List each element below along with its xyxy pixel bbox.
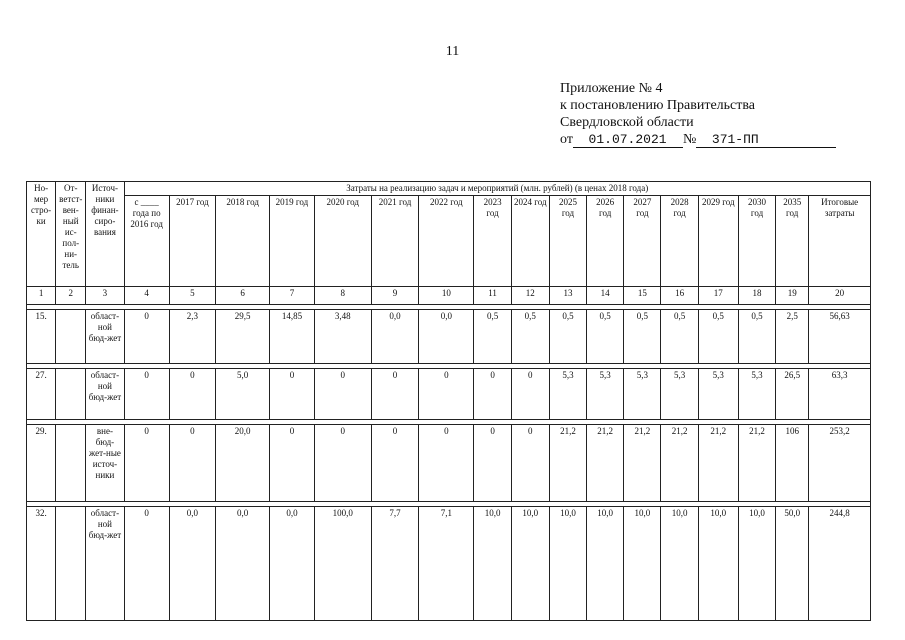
cost-value-cell: 10,0 [738, 507, 775, 621]
cost-value-cell: 21,2 [698, 425, 738, 502]
header-year-col-16: 2028 год [661, 196, 698, 287]
header-funding-source: Источ-ники финан-сиро-вания [86, 182, 124, 287]
cost-value-cell: 5,3 [549, 369, 586, 420]
cost-value-cell: 0 [474, 425, 511, 502]
cost-value-cell: 0 [124, 507, 169, 621]
column-number-19: 19 [776, 287, 809, 305]
appendix-title: Приложение № 4 [560, 81, 663, 96]
cost-value-cell: 0 [511, 425, 549, 502]
cost-value-cell: 7,1 [419, 507, 474, 621]
header-row-1 [27, 182, 871, 196]
cost-value-cell: 100,0 [314, 507, 371, 621]
cost-value-cell: 0 [169, 425, 215, 502]
column-number-20: 20 [809, 287, 871, 305]
cost-value-cell: 5,3 [661, 369, 698, 420]
cost-value-cell: 0 [474, 369, 511, 420]
cost-value-cell: 2,5 [776, 310, 809, 364]
column-number-17: 17 [698, 287, 738, 305]
header-row-number: Но-мер стро-ки [27, 182, 56, 287]
cost-value-cell: 10,0 [661, 507, 698, 621]
header-year-col-6: 2018 год [216, 196, 270, 287]
header-years-row [27, 196, 871, 287]
cost-value-cell: 0 [511, 369, 549, 420]
cost-value-cell: 50,0 [776, 507, 809, 621]
cost-value-cell: 106 [776, 425, 809, 502]
table-row [27, 425, 871, 502]
header-year-col-18: 2030 год [738, 196, 775, 287]
column-number-3: 3 [86, 287, 124, 305]
cost-value-cell: 10,0 [549, 507, 586, 621]
cost-value-cell: 0,5 [549, 310, 586, 364]
cost-value-cell: 0 [314, 425, 371, 502]
executor-cell [56, 310, 86, 364]
page-number: 11 [445, 44, 460, 59]
header-year-col-19: 2035 год [776, 196, 809, 287]
cost-value-cell: 0,5 [624, 310, 661, 364]
row-number-cell: 15. [27, 310, 56, 364]
cost-value-cell: 0,0 [371, 310, 418, 364]
table-row [27, 369, 871, 420]
cost-value-cell: 10,0 [698, 507, 738, 621]
funding-source-cell: област-ной бюд-жет [86, 507, 124, 621]
row-number-cell: 27. [27, 369, 56, 420]
appendix-date-number [560, 131, 836, 148]
header-year-col-13: 2025 год [549, 196, 586, 287]
cost-value-cell: 0 [314, 369, 371, 420]
number-prefix: № [682, 132, 697, 147]
header-year-col-20: Итоговые затраты [809, 196, 871, 287]
column-number-1: 1 [27, 287, 56, 305]
cost-value-cell: 0,0 [270, 507, 314, 621]
decree-number-field [696, 133, 836, 148]
decree-date: 01.07.2021 [588, 132, 667, 147]
header-year-col-9: 2021 год [371, 196, 418, 287]
header-year-col-4: с ____ года по 2016 год [124, 196, 169, 287]
column-number-7: 7 [270, 287, 314, 305]
cost-value-cell: 26,5 [776, 369, 809, 420]
decree-date-field [573, 133, 683, 148]
executor-cell [56, 425, 86, 502]
cost-value-cell: 21,2 [738, 425, 775, 502]
cost-value-cell: 0 [371, 425, 418, 502]
cost-value-cell: 10,0 [624, 507, 661, 621]
column-number-15: 15 [624, 287, 661, 305]
cost-value-cell: 7,7 [371, 507, 418, 621]
cost-value-cell: 0,5 [661, 310, 698, 364]
header-executor: От-ветст-вен-ный ис-пол-ни-тель [56, 182, 86, 287]
cost-value-cell: 5,3 [587, 369, 624, 420]
header-year-col-8: 2020 год [314, 196, 371, 287]
row-number-cell: 29. [27, 425, 56, 502]
cost-value-cell: 29,5 [216, 310, 270, 364]
cost-value-cell: 0,0 [216, 507, 270, 621]
date-prefix: от [560, 132, 573, 147]
row-number-cell: 32. [27, 507, 56, 621]
cost-value-cell: 14,85 [270, 310, 314, 364]
table-row [27, 310, 871, 364]
appendix-header [560, 80, 836, 148]
cost-value-cell: 21,2 [624, 425, 661, 502]
cost-value-cell: 0 [124, 369, 169, 420]
column-number-8: 8 [314, 287, 371, 305]
funding-source-cell: област-ной бюд-жет [86, 369, 124, 420]
column-number-4: 4 [124, 287, 169, 305]
column-number-10: 10 [419, 287, 474, 305]
header-year-col-5: 2017 год [169, 196, 215, 287]
column-number-5: 5 [169, 287, 215, 305]
cost-value-cell: 0,0 [419, 310, 474, 364]
column-number-row [27, 287, 871, 305]
table-row [27, 507, 871, 621]
header-costs: Затраты на реализацию задач и мероприятий (млн. рублей) (в ценах 2018 года) [124, 182, 870, 196]
cost-value-cell: 21,2 [661, 425, 698, 502]
column-number-11: 11 [474, 287, 511, 305]
cost-value-cell: 0 [124, 310, 169, 364]
cost-value-cell: 0,5 [698, 310, 738, 364]
cost-value-cell: 21,2 [587, 425, 624, 502]
cost-value-cell: 0,5 [511, 310, 549, 364]
cost-value-cell: 0,5 [738, 310, 775, 364]
column-number-13: 13 [549, 287, 586, 305]
cost-value-cell: 20,0 [216, 425, 270, 502]
column-number-12: 12 [511, 287, 549, 305]
column-number-16: 16 [661, 287, 698, 305]
funding-source-cell: вне-бюд-жет-ные источ-ники [86, 425, 124, 502]
decree-number: 371-ПП [711, 132, 759, 147]
cost-value-cell: 5,3 [738, 369, 775, 420]
executor-cell [56, 507, 86, 621]
header-year-col-11: 2023 год [474, 196, 511, 287]
cost-value-cell: 0 [270, 369, 314, 420]
funding-source-cell: област-ной бюд-жет [86, 310, 124, 364]
cost-value-cell: 5,3 [624, 369, 661, 420]
cost-value-cell: 0,5 [587, 310, 624, 364]
column-number-18: 18 [738, 287, 775, 305]
appendix-region: Свердловской области [560, 115, 694, 130]
costs-table [26, 181, 871, 621]
header-year-col-12: 2024 год [511, 196, 549, 287]
cost-value-cell: 21,2 [549, 425, 586, 502]
cost-value-cell: 0 [169, 369, 215, 420]
cost-value-cell: 5,3 [698, 369, 738, 420]
cost-value-cell: 0 [419, 425, 474, 502]
cost-value-cell: 10,0 [511, 507, 549, 621]
column-number-6: 6 [216, 287, 270, 305]
column-number-2: 2 [56, 287, 86, 305]
cost-value-cell: 0 [371, 369, 418, 420]
appendix-decree: к постановлению Правительства [560, 98, 756, 113]
cost-value-cell: 56,63 [809, 310, 871, 364]
cost-value-cell: 63,3 [809, 369, 871, 420]
cost-value-cell: 10,0 [587, 507, 624, 621]
cost-value-cell: 0,0 [169, 507, 215, 621]
cost-value-cell: 0,5 [474, 310, 511, 364]
cost-value-cell: 244,8 [809, 507, 871, 621]
header-year-col-14: 2026 год [587, 196, 624, 287]
column-number-14: 14 [587, 287, 624, 305]
header-year-col-7: 2019 год [270, 196, 314, 287]
cost-value-cell: 0 [124, 425, 169, 502]
cost-value-cell: 3,48 [314, 310, 371, 364]
cost-value-cell: 0 [270, 425, 314, 502]
cost-value-cell: 253,2 [809, 425, 871, 502]
column-number-9: 9 [371, 287, 418, 305]
executor-cell [56, 369, 86, 420]
header-year-col-15: 2027 год [624, 196, 661, 287]
cost-value-cell: 5,0 [216, 369, 270, 420]
header-year-col-10: 2022 год [419, 196, 474, 287]
header-year-col-17: 2029 год [698, 196, 738, 287]
cost-value-cell: 2,3 [169, 310, 215, 364]
cost-value-cell: 0 [419, 369, 474, 420]
cost-value-cell: 10,0 [474, 507, 511, 621]
